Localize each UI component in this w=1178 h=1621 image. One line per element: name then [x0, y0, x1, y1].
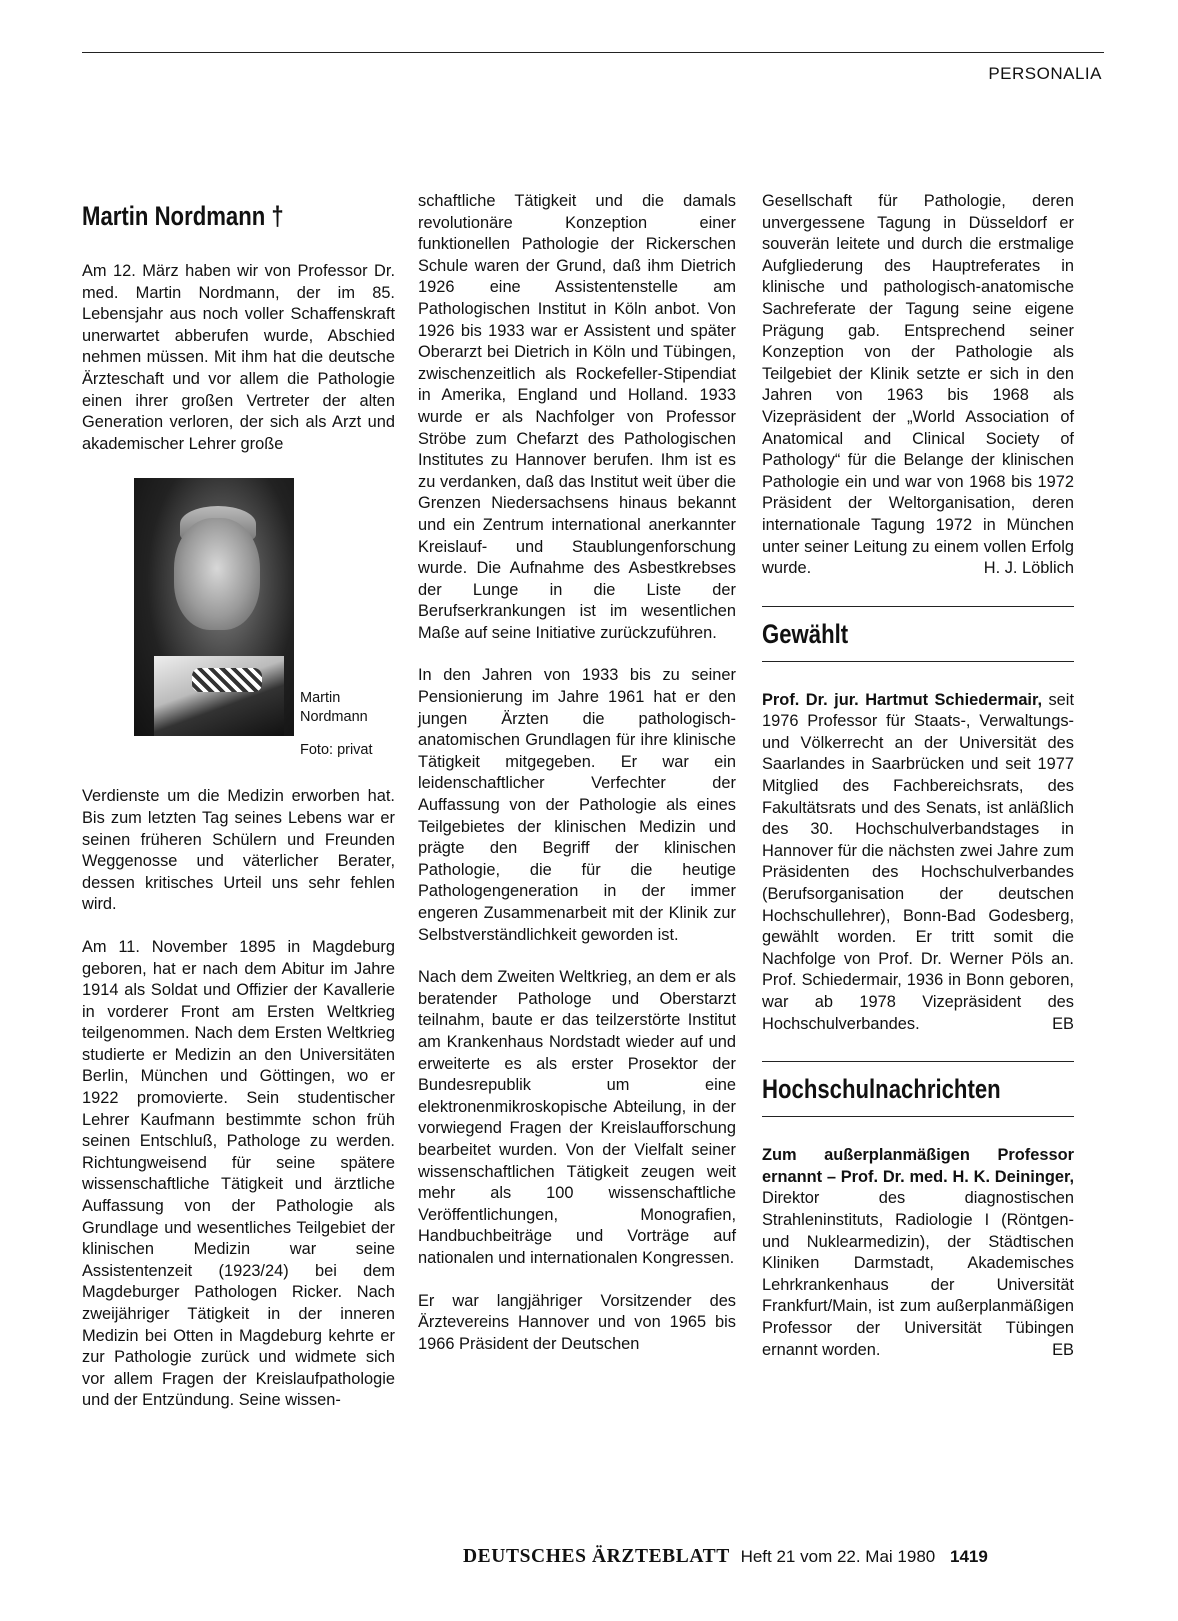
gewaehlt-title: Gewählt	[762, 618, 849, 649]
gewaehlt-signature: EB	[1052, 1014, 1074, 1033]
obituary-paragraph-4: Nach dem Zweiten Weltkrieg, an dem er als beratender Pathologe und Oberstarzt teilnahm, baute er das teilzerstörte Institut am Krankenhaus Nordstadt wieder auf und erweiterte es als erster Prosektor der Bundesrepublik um eine elektronenmikroskopische Abteilung, in der vorwiegend Fragen der Kreislaufforschung bearbeitet wurden. Von der Vielfalt seiner wissenschaftlichen Tätigkeit zeugen weit mehr als 100 wissenschaftliche Veröffentlichungen, Monografien, Handbuchbeiträge und Vorträge auf nationalen und internationalen Kongressen.	[418, 968, 736, 1267]
hochschul-signature: EB	[1052, 1340, 1074, 1359]
hochschul-title: Hochschulnachrichten	[762, 1074, 1001, 1105]
caption-credit: Foto: privat	[300, 742, 373, 759]
obituary-intro: Am 12. März haben wir von Professor Dr. med. Martin Nordmann, der im 85. Lebensjahr aus noch voller Schaffenskraft unerwartet abberufen wurde, Abschied nehmen müssen. Mit ihm hat die deutsche Ärzteschaft und vor allem die Pathologie einen ihrer großen Vertreter der alten Generation verloren, der sich als Arzt und akademischer Lehrer große	[82, 262, 395, 453]
column-3	[762, 191, 1074, 1382]
hochschul-lead: Zum außerplanmäßigen Professor ernannt – Prof. Dr. med. H. K. Deininger,	[762, 1146, 1074, 1186]
photo-block	[82, 476, 395, 772]
obituary-paragraph-3: In den Jahren von 1933 bis zu seiner Pensionierung im Jahre 1961 hat er den jungen Ärzten die pathologisch-anatomischen Grundlagen für ihre klinische Tätigkeit mitgegeben. Er war ein leidenschaftlicher Verfechter der Auffassung von der Pathologie als eines Teilgebietes der klinischen Medizin und prägte den Begriff der klinischen Pathologie, die für die heutige Pathologengeneration in der immer engeren Zusammenarbeit mit der Klinik zur Selbstverständlichkeit geworden ist.	[418, 666, 736, 944]
hochschul-body: Direktor des diagnostischen Strahleninstituts, Radiologie I (Röntgen- und Nuklearmedizin), der Städtischen Kliniken Darmstadt, Akademisches Lehrkrankenhaus der Universität Frankfurt/Main, ist zum außerplanmäßigen Professor der Universität Tübingen ernannt worden.	[762, 1189, 1074, 1359]
divider	[762, 1116, 1074, 1117]
obituary-paragraph-5-text: Gesellschaft für Pathologie, deren unvergessene Tagung in Düsseldorf er souverän leitete und durch die erstmalige Aufgliederung des Hauptreferates in klinische und pathologisch-anatomische Sachreferate der Tagung seine eigene Prägung gab. Entsprechend seiner Konzeption von der Pathologie als Teilgebiet der Klinik setzte er sich in den Jahren von 1963 bis 1968 als Vizepräsident der „World Association of Anatomical and Clinical Society of Pathology“ für die Belange der klinischen Pathologie ein und war von 1968 bis 1972 Präsident der Weltorganisation, deren internationale Tagung 1972 in München unter seiner Leitung zu einem vollen Erfolg wurde.	[762, 192, 1074, 578]
divider	[762, 1061, 1074, 1062]
column-1	[82, 190, 395, 1412]
page-footer	[463, 1546, 988, 1568]
gewaehlt-text	[762, 690, 1074, 1036]
top-rule	[82, 52, 1104, 53]
obituary-paragraph-5: Er war langjähriger Vorsitzender des Ärztevereins Hannover und von 1965 bis 1966 Präsident der Deutschen	[418, 1291, 736, 1353]
caption-line-2: Nordmann	[300, 709, 368, 726]
obituary-signature: H. J. Löblich	[983, 559, 1074, 578]
journal-name: DEUTSCHES ÄRZTEBLATT	[463, 1546, 730, 1567]
hochschul-text	[762, 1145, 1074, 1361]
section-label: PERSONALIA	[988, 64, 1102, 83]
portrait-photo	[134, 478, 294, 736]
photo-caption	[300, 689, 373, 760]
obituary-paragraph-5-cont	[762, 191, 1074, 580]
issue-info: Heft 21 vom 22. Mai 1980	[740, 1547, 936, 1566]
obituary-title: Martin Nordmann †	[82, 201, 284, 231]
page-number: 1419	[949, 1547, 988, 1566]
divider	[762, 606, 1074, 607]
obituary-paragraph-2-cont: schaftliche Tätigkeit und die damals revolutionäre Konzeption einer funktionellen Pathologie der Rickerschen Schule waren der Grund, daß ihm Dietrich 1926 eine Assistentenstelle am Pathologischen Institut in Köln anbot. Von 1926 bis 1933 war er Assistent und später Oberarzt bei Dietrich in Köln und Tübingen, zwischenzeitlich als Rockefeller-Stipendiat in Amerika, England und Holland. 1933 wurde er als Nachfolger von Professor Ströbe zum Chefarzt des Pathologischen Institutes zu Hannover berufen. Ihm ist es zu verdanken, daß das Institut weit über die Grenzen Niedersachsens hinaus bekannt und ein Zentrum international anerkannter Kreislauf- und Staublungenforschung wurde. Die Aufnahme des Asbestkrebses der Lunge in die Liste der Berufserkrankungen ist im wesentlichen Maße auf seine Initiative zurückzuführen.	[418, 192, 736, 642]
gewaehlt-name: Prof. Dr. jur. Hartmut Schiedermair,	[762, 690, 1043, 709]
column-2	[418, 191, 736, 1355]
gewaehlt-body: seit 1976 Professor für Staats-, Verwaltungs- und Völkerrecht an der Universität des Saarlandes in Saarbrücken und seit 1977 Mitglied des Fachbereichsrats, des Fakultätsrats und des Senats, ist anläßlich des 30. Hochschulverbandstages in Hannover für die nächsten zwei Jahre zum Präsidenten des Hochschulverbandes (Berufsorganisation der deutschen Hochschullehrer), Bonn-Bad Godesberg, gewählt worden. Er tritt somit die Nachfolge von Prof. Dr. Werner Pöls an. Prof. Schiedermair, 1936 in Bonn geboren, war ab 1978 Vizepräsident des Hochschulverbandes.	[762, 690, 1074, 1033]
caption-line-1: Martin	[300, 690, 341, 707]
obituary-paragraph-2: Am 11. November 1895 in Magdeburg geboren, hat er nach dem Abitur im Jahre 1914 als Soldat und Offizier der Kavallerie in vorderer Front am Ersten Weltkrieg teilgenommen. Nach dem Ersten Weltkrieg studierte er Medizin an den Universitäten Berlin, München und Göttingen, wo er 1922 promovierte. Sein studentischer Lehrer Kaufmann bestimmte schon früh seinen Entschluß, Pathologe zu werden. Richtungweisend für seine spätere wissenschaftliche Tätigkeit und ärztliche Auffassung von der Pathologie als Grundlage und wesentliches Teilgebiet der klinischen Medizin war seine Assistentenzeit (1923/24) bei dem Magdeburger Pathologen Ricker. Nach zweijähriger Tätigkeit in der inneren Medizin bei Otten in Magdeburg kehrte er zur Pathologie zurück und widmete sich vor allem Fragen der Kreislaufpathologie und der Entzündung. Seine wissen-	[82, 937, 395, 1410]
obituary-paragraph-1-cont: Verdienste um die Medizin erworben hat. Bis zum letzten Tag seines Lebens war er seinen früheren Schülern und Freunden Weggenosse und väterlicher Berater, dessen kritisches Urteil uns sehr fehlen wird.	[82, 787, 395, 914]
divider	[762, 661, 1074, 662]
